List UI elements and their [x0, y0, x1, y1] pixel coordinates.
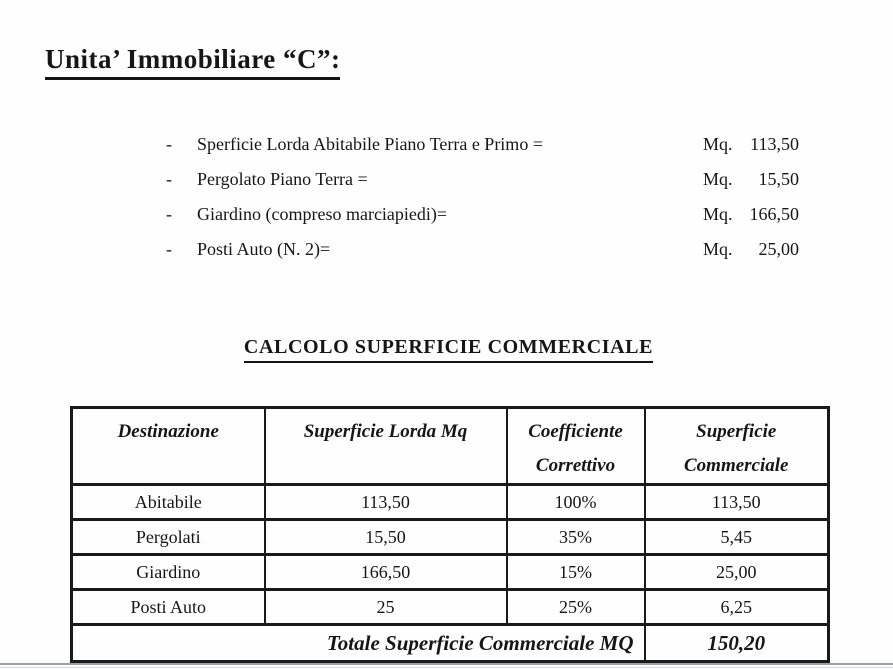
- header-destinazione: [72, 408, 265, 485]
- header-superficie-commerciale: [645, 408, 829, 485]
- cell-commerciale: 6,25: [645, 590, 829, 625]
- measurement-number: 113,50: [750, 134, 799, 154]
- measurement-label: Posti Auto (N. 2)=: [197, 239, 331, 259]
- total-label: Totale Superficie Commerciale MQ: [72, 625, 645, 662]
- measurement-value: [703, 167, 799, 191]
- section-heading: CALCOLO SUPERFICIE COMMERCIALE: [244, 336, 653, 363]
- header-line: Coefficiente: [528, 421, 623, 442]
- cell-commerciale: 5,45: [645, 520, 829, 555]
- cell-superficie-lorda: 15,50: [265, 520, 507, 555]
- measurement-row: [0, 202, 893, 228]
- cell-coefficiente: 100%: [507, 485, 645, 520]
- measurement-label: Pergolato Piano Terra =: [197, 169, 368, 189]
- cell-superficie-lorda: 166,50: [265, 555, 507, 590]
- list-dash: -: [166, 239, 172, 259]
- measurement-number: 166,50: [749, 204, 799, 224]
- header-line: Destinazione: [117, 421, 219, 442]
- unit-prefix: Mq.: [703, 134, 733, 154]
- cell-destinazione: Giardino: [72, 555, 265, 590]
- page-bottom-divider: [0, 663, 893, 665]
- measurement-number: 15,50: [758, 169, 799, 189]
- cell-commerciale: 25,00: [645, 555, 829, 590]
- cell-destinazione: Abitabile: [72, 485, 265, 520]
- header-line: Superficie Lorda Mq: [303, 421, 468, 442]
- list-dash: -: [166, 169, 172, 189]
- header-line: Superficie: [696, 421, 777, 442]
- unit-prefix: Mq.: [703, 169, 733, 189]
- table-row: [72, 555, 829, 590]
- measurement-row: [0, 132, 893, 158]
- unit-prefix: Mq.: [703, 239, 733, 259]
- cell-destinazione: Pergolati: [72, 520, 265, 555]
- measurement-row: [0, 167, 893, 193]
- measurement-value: [703, 132, 799, 156]
- measurement-row: [0, 237, 893, 263]
- measurement-label: Sperficie Lorda Abitabile Piano Terra e Primo =: [197, 134, 543, 154]
- measurement-value: [703, 202, 799, 226]
- total-value: 150,20: [645, 625, 829, 662]
- cell-coefficiente: 15%: [507, 555, 645, 590]
- header-line: Commerciale: [684, 455, 789, 476]
- header-coefficiente-correttivo: [507, 408, 645, 485]
- cell-coefficiente: 35%: [507, 520, 645, 555]
- section-heading-container: [70, 336, 827, 363]
- cell-commerciale: 113,50: [645, 485, 829, 520]
- page-bottom-divider-light: [0, 667, 893, 668]
- commercial-surface-table: [70, 406, 830, 663]
- table-row: [72, 590, 829, 625]
- cell-coefficiente: 25%: [507, 590, 645, 625]
- header-line: Correttivo: [535, 455, 616, 476]
- cell-destinazione: Posti Auto: [72, 590, 265, 625]
- measurement-value: [703, 237, 799, 261]
- unit-prefix: Mq.: [703, 204, 733, 224]
- measurement-number: 25,00: [758, 239, 799, 259]
- table-row: [72, 485, 829, 520]
- list-dash: -: [166, 204, 172, 224]
- table-row: [72, 520, 829, 555]
- table-header-row: [72, 408, 829, 485]
- page-title: Unita’ Immobiliare “C”:: [45, 44, 340, 80]
- cell-superficie-lorda: 25: [265, 590, 507, 625]
- list-dash: -: [166, 134, 172, 154]
- table-total-row: [72, 625, 829, 662]
- cell-superficie-lorda: 113,50: [265, 485, 507, 520]
- header-superficie-lorda: [265, 408, 507, 485]
- measurement-label: Giardino (compreso marciapiedi)=: [197, 204, 448, 224]
